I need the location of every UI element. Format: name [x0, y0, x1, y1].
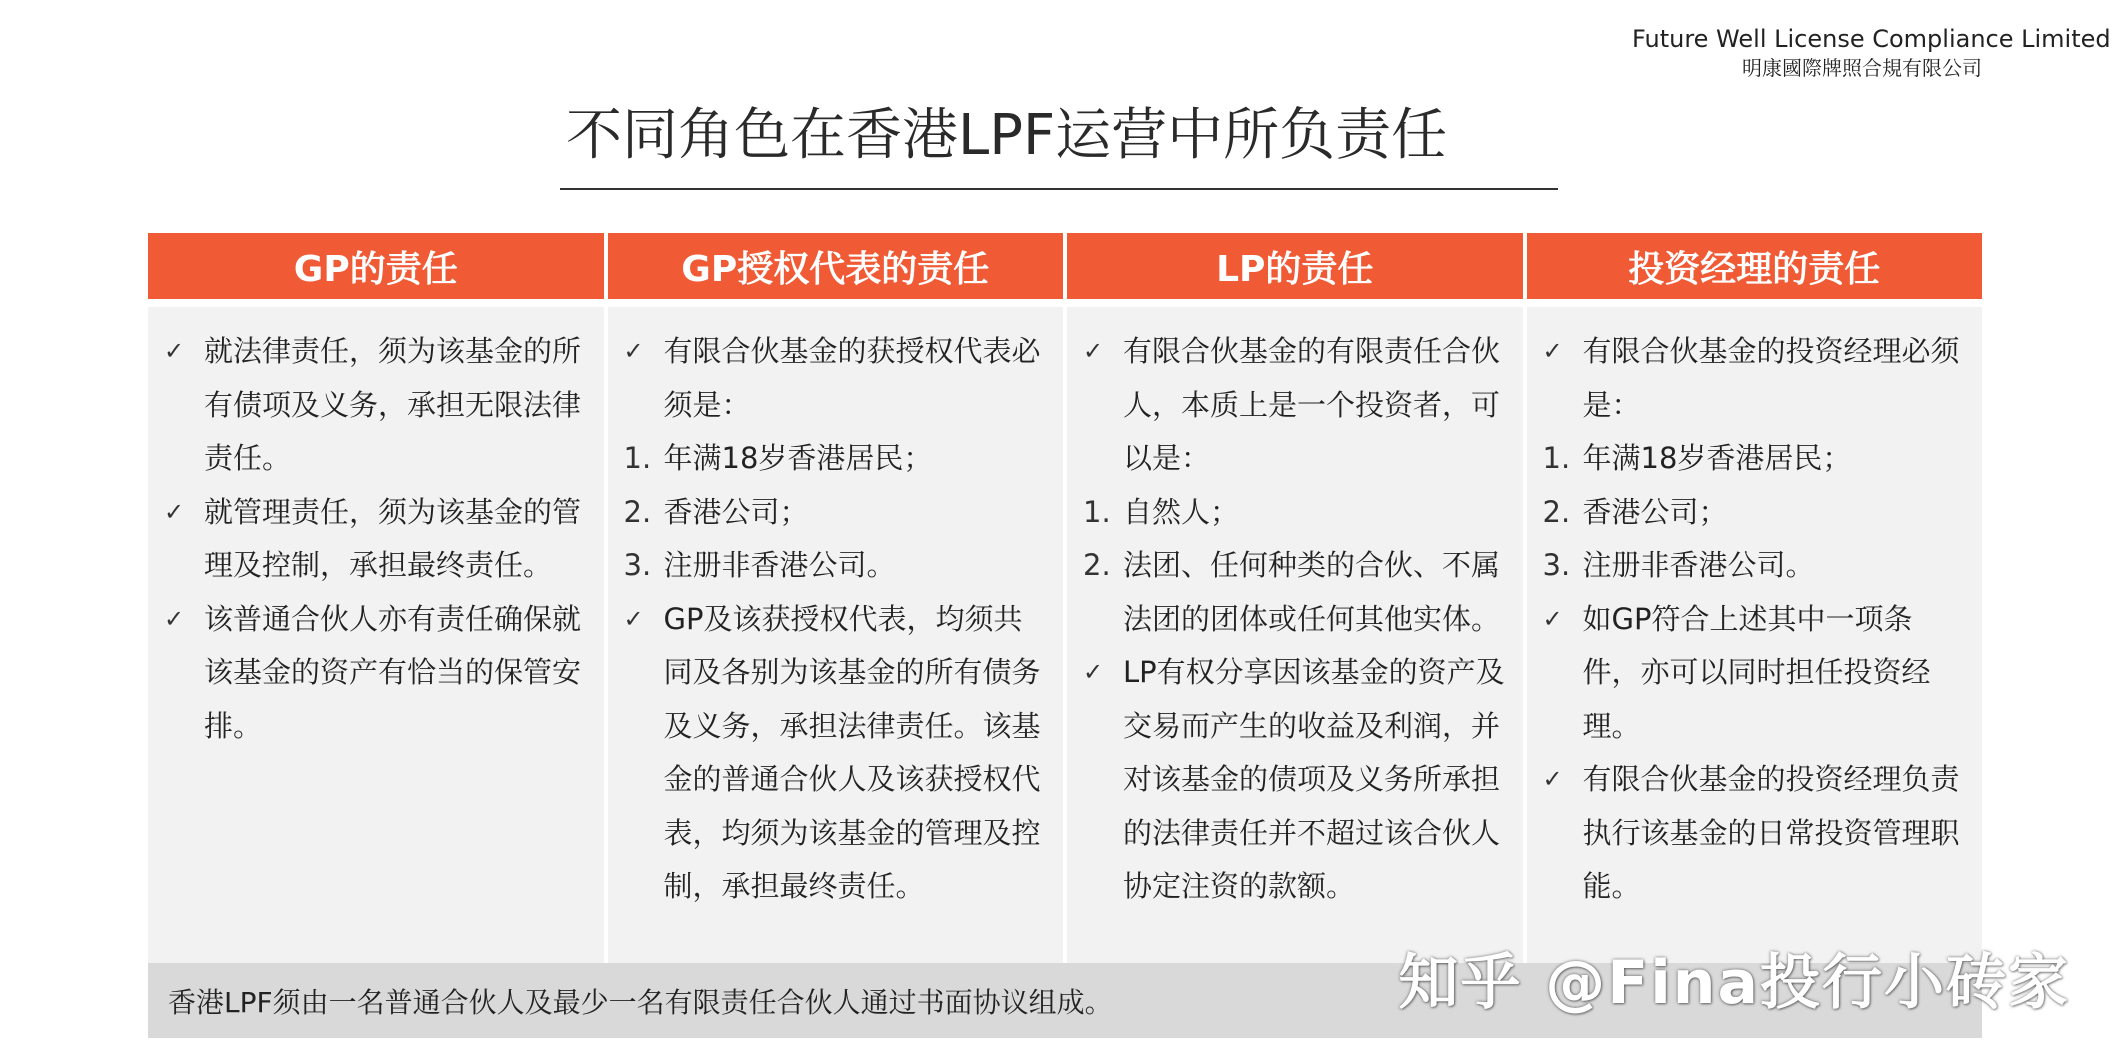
list-item	[624, 486, 1048, 540]
list-item	[1543, 432, 1967, 486]
list-number: 2.	[1542, 494, 1571, 529]
page-title: 不同角色在香港LPF运营中所负责任	[566, 103, 1448, 168]
column-body	[1527, 307, 1983, 963]
item-text: 该普通合伙人亦有责任确保就该基金的资产有恰当的保管安排。	[204, 601, 582, 743]
list-item	[1083, 486, 1507, 540]
item-text: 就法律责任，须为该基金的所有债项及义务，承担无限法律责任。	[204, 334, 582, 475]
column-lp	[1067, 233, 1523, 963]
check-icon: ✓	[1542, 337, 1563, 365]
item-text: 年满18岁香港居民；	[1582, 441, 1852, 475]
column-heading: 投资经理的责任	[1527, 233, 1983, 299]
item-text: 就管理责任，须为该基金的管理及控制，承担最终责任。	[204, 494, 582, 582]
list-item	[624, 539, 1048, 593]
item-text: 香港公司；	[663, 494, 809, 529]
check-icon: ✓	[623, 604, 644, 633]
item-text: 自然人；	[1123, 494, 1240, 529]
list-number: 2.	[623, 494, 652, 529]
column-body	[1067, 307, 1523, 963]
item-text: LP有权分享因该基金的资产及交易而产生的收益及利润，并对该基金的债项及义务所承担的法律责任并不超过该合伙人协定注资的款额。	[1123, 655, 1505, 903]
item-text: GP及该获授权代表，均须共同及各别为该基金的所有债务及义务，承担法律责任。该基金的普通合伙人及该获授权代表，均须为该基金的管理及控制，承担最终责任。	[663, 601, 1041, 903]
list-item	[164, 325, 588, 486]
list-item	[624, 593, 1048, 914]
list-number: 1.	[1083, 494, 1111, 529]
column-heading: GP授权代表的责任	[608, 233, 1064, 299]
check-icon: ✓	[164, 604, 185, 633]
list-number: 3.	[623, 548, 652, 582]
footer-text: 香港LPF须由一名普通合伙人及最少一名有限责任合伙人通过书面协议组成。	[168, 985, 1113, 1019]
list-item	[1083, 646, 1507, 914]
item-text: 注册非香港公司。	[663, 548, 896, 582]
list-item	[1083, 539, 1507, 646]
check-icon: ✓	[1083, 337, 1104, 365]
column-body	[608, 307, 1064, 963]
column-investment-manager	[1527, 233, 1983, 963]
list-item	[164, 593, 588, 754]
item-text: 如GP符合上述其中一项条件，亦可以同时担任投资经理。	[1582, 601, 1931, 743]
list-item	[1083, 325, 1507, 486]
list-item	[1543, 593, 1967, 754]
column-heading: LP的责任	[1067, 233, 1523, 299]
company-name	[1632, 24, 2111, 82]
list-item	[624, 325, 1048, 432]
item-text: 香港公司；	[1582, 494, 1728, 529]
item-text: 有限合伙基金的有限责任合伙人，本质上是一个投资者，可以是：	[1123, 334, 1501, 475]
item-text: 年满18岁香港居民；	[663, 441, 933, 475]
list-number: 1.	[623, 441, 652, 475]
responsibility-table	[148, 233, 1982, 963]
list-item	[164, 486, 588, 593]
list-number: 2.	[1083, 548, 1111, 582]
item-text: 有限合伙基金的获授权代表必须是：	[663, 334, 1041, 422]
check-icon: ✓	[1542, 604, 1563, 633]
column-body	[148, 307, 604, 963]
list-item	[1543, 325, 1967, 432]
column-gp-authorized-rep	[608, 233, 1064, 963]
list-item	[624, 432, 1048, 486]
item-text: 注册非香港公司。	[1582, 548, 1815, 582]
title-underline	[560, 188, 1558, 190]
check-icon: ✓	[1083, 658, 1104, 686]
column-gp	[148, 233, 604, 963]
list-number: 3.	[1542, 548, 1571, 582]
company-name-en: Future Well License Compliance Limited	[1632, 25, 2111, 53]
company-name-zh: 明康國際牌照合規有限公司	[1742, 56, 1982, 80]
check-icon: ✓	[1542, 765, 1563, 793]
list-item	[1543, 539, 1967, 593]
column-heading: GP的责任	[148, 233, 604, 299]
list-number: 1.	[1542, 441, 1571, 475]
item-text: 法团、任何种类的合伙、不属法团的团体或任何其他实体。	[1123, 548, 1501, 636]
list-item	[1543, 753, 1967, 914]
check-icon: ✓	[164, 337, 185, 365]
item-text: 有限合伙基金的投资经理必须是：	[1582, 334, 1960, 422]
watermark: 知乎 @Fina投行小砖家	[1398, 948, 2070, 1018]
check-icon: ✓	[164, 497, 185, 526]
check-icon: ✓	[623, 337, 644, 365]
item-text: 有限合伙基金的投资经理负责执行该基金的日常投资管理职能。	[1582, 762, 1960, 903]
list-item	[1543, 486, 1967, 540]
